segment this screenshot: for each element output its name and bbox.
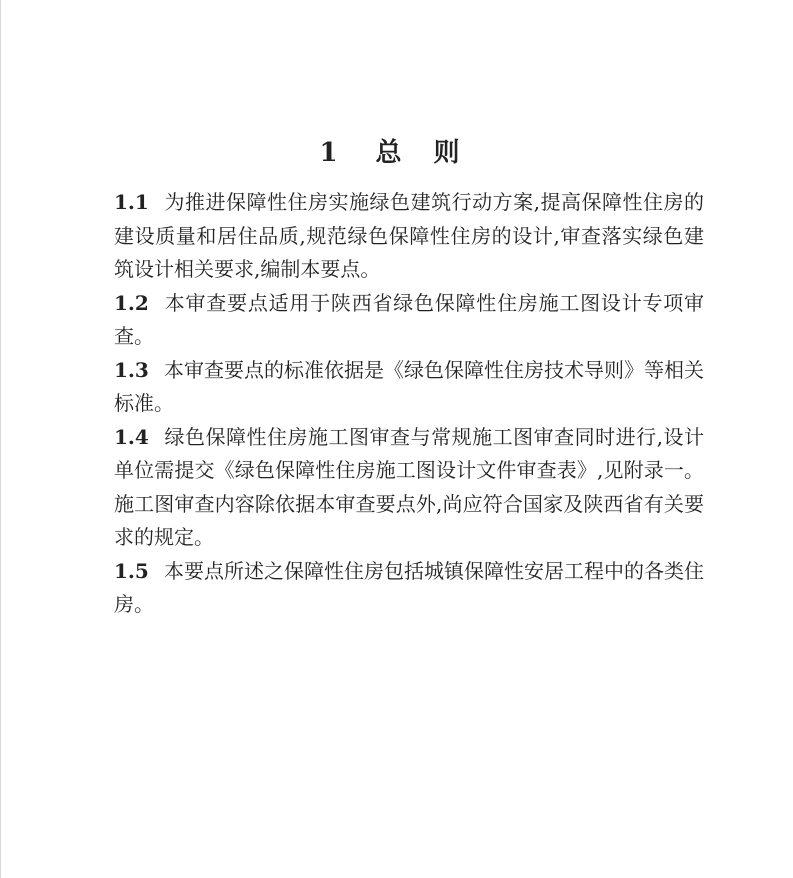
clause-1-1: [114, 186, 704, 287]
clause-text: 本审查要点适用于陕西省绿色保障性住房施工图设计专项审查。: [114, 290, 704, 348]
chapter-title-char-1: 总: [375, 138, 402, 169]
clause-1-2: [114, 287, 704, 354]
clause-text: 本要点所述之保障性住房包括城镇保障性安居工程中的各类住房。: [114, 558, 704, 616]
clause-1-3: [114, 354, 704, 421]
clause-text: 本审查要点的标准依据是《绿色保障性住房技术导则》等相关标准。: [114, 357, 704, 415]
clause-list: [114, 186, 704, 622]
clause-text: 为推进保障性住房实施绿色建筑行动方案,提高保障性住房的建设质量和居住品质,规范绿色保障性住房的设计,审查落实绿色建筑设计相关要求,编制本要点。: [114, 190, 704, 281]
clause-number: 1.5: [114, 558, 149, 583]
clause-number: 1.3: [114, 357, 149, 382]
chapter-number: 1: [319, 138, 338, 169]
clause-number: 1.4: [114, 424, 149, 449]
clause-text: 绿色保障性住房施工图审查与常规施工图审查同时进行,设计单位需提交《绿色保障性住房施工图设计文件审查表》,见附录一。施工图审查内容除依据本审查要点外,尚应符合国家及陕西省有关要求的规定。: [114, 424, 704, 549]
clause-1-4: [114, 421, 704, 555]
chapter-title-char-2: 则: [433, 138, 460, 169]
clause-number: 1.1: [114, 190, 149, 214]
clause-number: 1.2: [114, 290, 149, 315]
chapter-title: [1, 135, 793, 171]
clause-1-5: [114, 555, 704, 622]
